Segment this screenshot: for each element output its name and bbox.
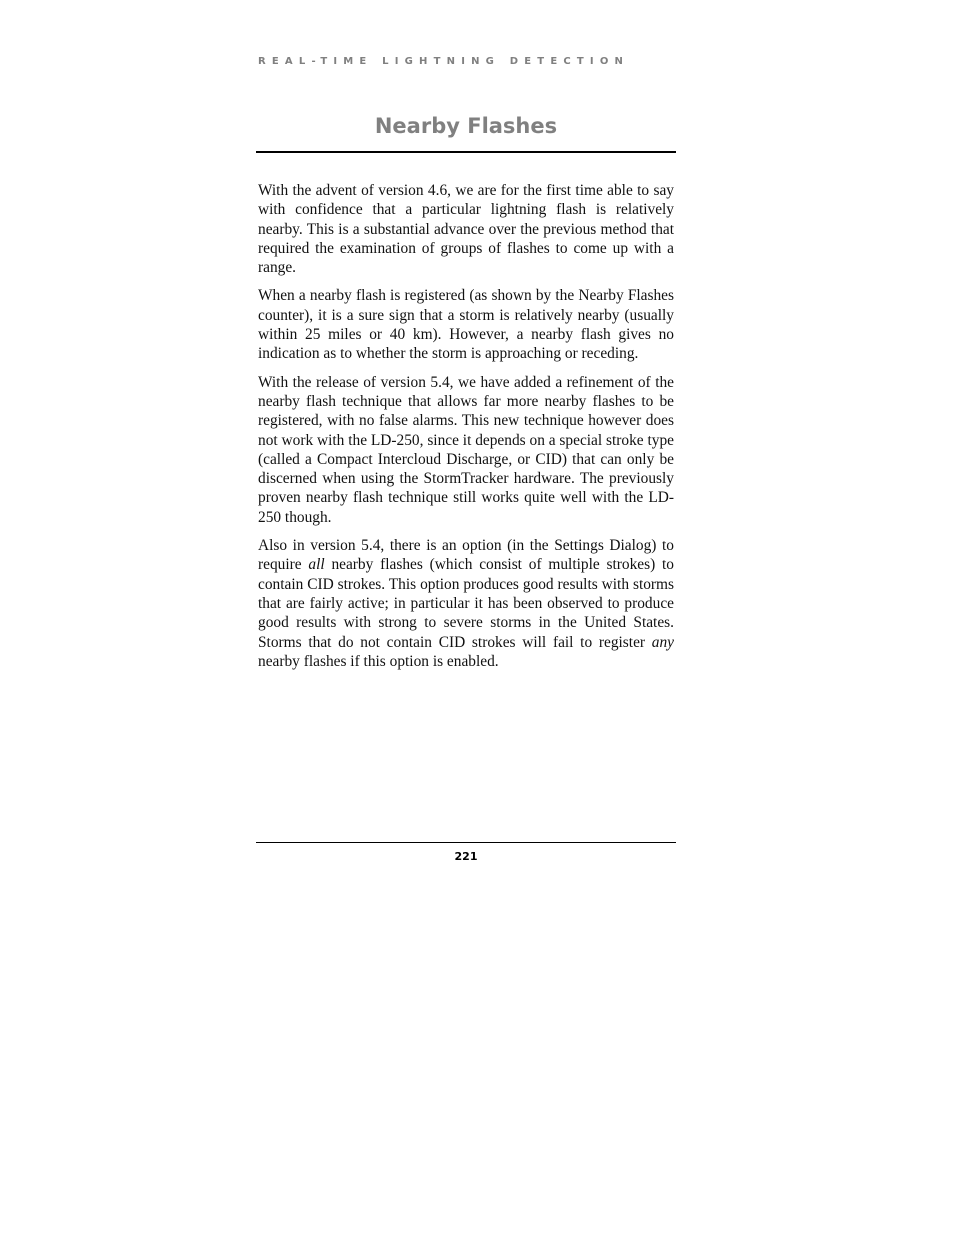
page-number: 221 [454,850,478,863]
paragraph-4-part-2: nearby flashes (which consist of multiple strokes) to contain CID strokes. This option produces good results with storms that are fairly active; in particular it has been observed to produce good results with strong to severe storms in the United States. Storms that do not contain CID strokes will fail to register [258,556,674,651]
body-text [258,181,674,680]
paragraph-2: When a nearby flash is registered (as shown by the Nearby Flashes counter), it is a sure sign that a storm is relatively nearby (usually within 25 miles or 40 km). However, a nearby flash gives no indication as to whether the storm is approaching or receding. [258,287,674,363]
running-header: REAL-TIME LIGHTNING DETECTION [258,56,630,67]
emphasis-any: any [651,633,674,651]
footer-divider [256,842,676,843]
paragraph-1: With the advent of version 4.6, we are for the first time able to say with confidence that a particular lightning flash is relatively nearby. This is a substantial advance over the previous method that required the examination of groups of flashes to come up with a range. [258,182,674,277]
title-divider [256,151,676,153]
paragraph-4-part-3: nearby flashes if this option is enabled. [258,652,499,670]
paragraph-3: With the release of version 5.4, we have added a refinement of the nearby flash technique that allows far more nearby flashes to be registered, with no false alarms. This new technique however does not work with the LD-250, since it depends on a special stroke type (called a Compact Intercloud Discharge, or CID) that can only be discerned when using the StormTracker hardware. The previously proven nearby flash technique still works quite well with the LD-250 though. [258,373,674,526]
paragraph-4 [258,536,674,671]
paragraph-4-part-1: Also in version 5.4, there is an option (in the Settings Dialog) to require [258,537,674,574]
page-title: Nearby Flashes [374,114,558,138]
emphasis-all: all [308,556,325,574]
